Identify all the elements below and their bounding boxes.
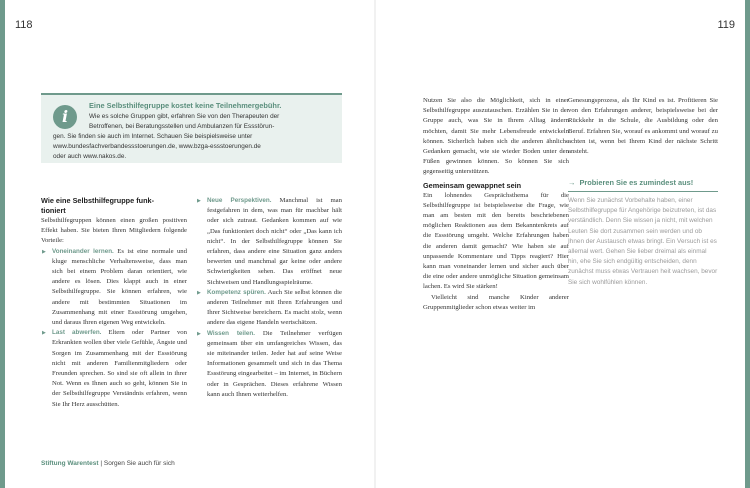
footer-separator: | [100, 460, 103, 467]
right-column-2 [568, 96, 718, 157]
paragraph: Nutzen Sie also die Möglichkeit, sich in einer Selbsthilfegruppe auszutauschen. Erzählen Sie in der Gruppe auch, was Sie in Ihrem Alltag ändern möchten, damit Sie mehr Lebensfreude entwickeln können. Sicherlich haben sich die anderen ähnliche Gedanken gemacht, wie sie wieder Boden unter den Füßen gewinnen können. So können Sie sich gegenseitig unterstützen. [423, 97, 569, 176]
bullet-item [41, 328, 187, 410]
tip-box-title-text: Probieren Sie es zumindest aus! [579, 178, 694, 187]
right-column-1 [423, 96, 569, 313]
section-heading: Gemeinsam gewappnet sein [423, 180, 522, 190]
section-heading-line: Wie eine Selbsthilfegruppe funk- [41, 196, 155, 205]
tip-box [568, 178, 718, 288]
info-box [41, 93, 342, 163]
bullet-item [196, 196, 342, 288]
paragraph: Ein lohnendes Gesprächsthema für die Selbsthilfegruppe ist beispielsweise die Frage, wie man am besten mit den bereits beschriebenen möglichen Reaktionen aus dem Bekanntenkreis auf die Essstörung umgeht. Welche Erfahrungen haben die anderen damit gemacht? Wie haben sie auf unpassende Kommentare und Tipps reagiert? Hier kann man voneinander lernen und sicher auch über die eine oder andere unmögliche Situation gemeinsam lachen. Es wird Sie stärken! [423, 191, 569, 291]
info-box-line: gen. Sie finden sie auch im Internet. Schauen Sie beispielsweise unter [53, 133, 253, 140]
bullet-text: Manchmal ist man festgefahren in dem, was man für machbar hält oder sich zutraut. Gedanken kommen auf wie „Das funktioniert doch nicht“ oder „Das kann ich nicht“. In der Selbsthilfegruppe können Sie erfahren, dass andere eine Situation ganz anders bewerten und manchmal gar keine oder andere Schwierigkeiten sehen. Das eröffnet neue Sichtweisen und Handlungsspielräume. [207, 197, 342, 286]
info-icon: i [53, 105, 77, 129]
bullet-item [196, 329, 342, 400]
left-page-number: 118 [15, 19, 33, 31]
section-heading [41, 196, 187, 216]
section-heading-line: tioniert [41, 206, 66, 215]
triangle-bullet-icon: ▶ [42, 249, 46, 255]
triangle-bullet-icon: ▶ [197, 290, 201, 296]
bullet-keyword: Kompetenz spüren. [207, 288, 266, 296]
bullet-keyword: Wissen teilen. [207, 329, 256, 337]
paragraph: Vielleicht sind manche Kinder anderer Gruppenmitglieder schon etwas weiter im [423, 293, 569, 311]
footer-brand: Stiftung Warentest [41, 460, 99, 467]
triangle-bullet-icon: ▶ [197, 331, 201, 337]
bullet-keyword: Voneinander lernen. [52, 247, 114, 255]
triangle-bullet-icon: ▶ [42, 331, 46, 337]
paragraph: Genesungsprozess, als Ihr Kind es ist. Profitieren Sie von den Erfahrungen anderer, beispielsweise bei der Rückkehr in die Schule, die Ausbildung oder den Beruf. Erfahren Sie, worauf es ankommt und worauf zu achten ist, wenn bei Ihrem Kind der nächste Schritt ansteht. [568, 97, 718, 156]
left-page-edge-bar [0, 0, 5, 488]
info-box-line: oder auch www.nakos.de. [53, 153, 127, 160]
bullet-keyword: Last abwerfen. [52, 329, 102, 337]
left-column-2 [196, 196, 342, 400]
bullet-text: Die Teilnehmer verfügen gemeinsam über ein umfangreiches Wissen, das sie miteinander teilen. Jeder hat auf seine Weise Informationen gesammelt und sich in das Thema Essstörung eingearbeitet – im Internet, in Büchern oder in Gesprächen. Dieses erfahrene Wissen kann auch Ihnen weiterhelfen. [207, 329, 343, 398]
right-page-number: 119 [717, 19, 735, 31]
intro-paragraph: Selbsthilfegruppen können einen großen positiven Effekt haben. Sie bieten Ihren Mitgliedern folgende Vorteile: [41, 217, 187, 245]
page-footer [41, 460, 175, 467]
page-gutter [374, 0, 376, 488]
footer-text: Sorgen Sie auch für sich [103, 460, 175, 467]
tip-box-title [568, 178, 718, 191]
info-box-title: Eine Selbsthilfegruppe kostet keine Teilnehmergebühr. [89, 101, 282, 110]
bullet-text: Es ist eine normale und kluge menschliche Verhaltensweise, dass man sich bei einem Problem daran orientiert, wie andere es lösen. Dies klappt auch in einer Selbsthilfegruppe. Sie können erfahren, wie andere mit bestimmten Situationen im Zusammenhang mit einer Essstörung umgehen, und daraus Ihren eigenen Weg entwickeln. [52, 247, 187, 327]
tip-box-body: Wenn Sie zunächst Vorbehalte haben, einer Selbsthilfegruppe für Angehörige beizutreten, ist das verständlich. Denn Sie wissen ja nicht, mit welchen Leuten Sie dort zusammen sein werden und ob Ihnen der Austausch etwas bringt. Ein Versuch ist es allemal wert. Gehen Sie lieber dreimal als einmal hin, ehe Sie sich endgültig entscheiden, denn zunächst muss etwas Vertrauen heit wachsen, bevor Sie sich wohlfühlen können. [568, 191, 718, 288]
info-box-line: Betroffenen, bei Beratungsstellen und Ambulanzen für Essstörun- [89, 123, 275, 130]
right-page-edge-bar [745, 0, 750, 488]
bullet-text: Auch Sie selbst können die anderen Teilnehmer mit Ihren Erfahrungen und Ihrer Sichtweise bereichern. Es macht stolz, wenn andere das eigene Handeln wertschätzen. [207, 288, 342, 327]
bullet-text: Eltern oder Partner von Erkrankten wollen über viele Gefühle, Ängste und Sorgen im Zusammenhang mit der Essstörung nicht mit anderen Familienmitgliedern oder Freunden sprechen. So sind sie oft allein in ihrer Not. Wenn es Ihnen auch so geht, können Sie in der Selbsthilfegruppe Verständnis erfahren, wenn Sie Ihr Herz ausschütten. [52, 329, 188, 408]
info-box-line: Wie es solche Gruppen gibt, erfahren Sie von den Therapeuten der [89, 113, 280, 120]
info-box-line: www.bundesfachverbandessstoerungen.de, www.bzga-essstoerungen.de [53, 143, 261, 150]
bullet-keyword: Neue Perspektiven. [207, 197, 272, 204]
left-column-1 [41, 196, 187, 410]
arrow-right-icon: → [568, 178, 576, 187]
bullet-item [196, 288, 342, 329]
triangle-bullet-icon: ▶ [197, 199, 201, 204]
bullet-item [41, 247, 187, 329]
